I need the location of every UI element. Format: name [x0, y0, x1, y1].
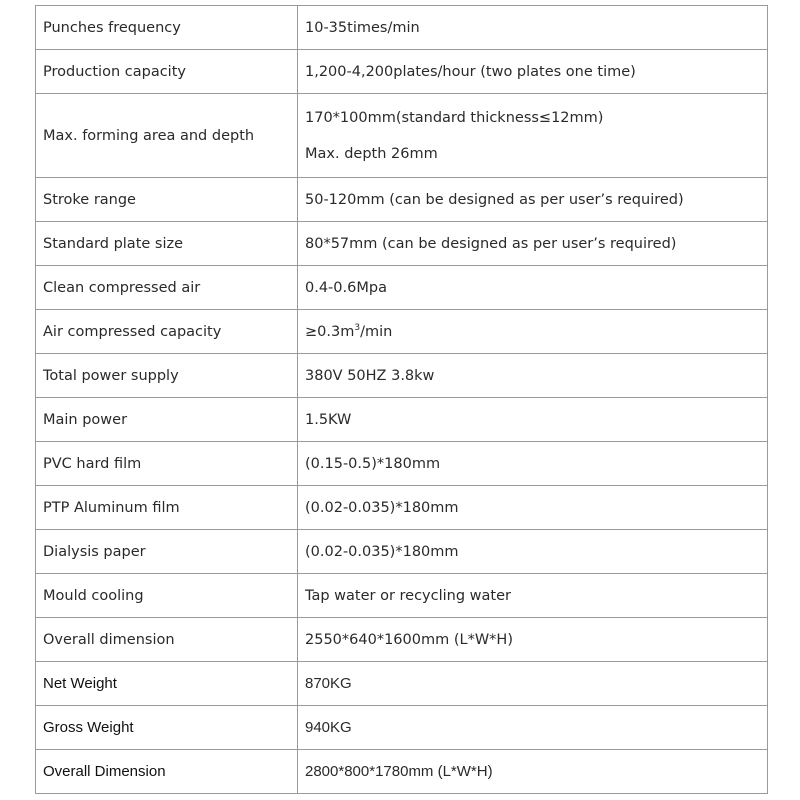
- table-row: [36, 662, 768, 706]
- row-value: (0.15-0.5)*180mm: [298, 442, 768, 486]
- table-row: [36, 442, 768, 486]
- row-label: PVC hard film: [36, 442, 298, 486]
- row-label: Dialysis paper: [36, 530, 298, 574]
- row-value-line-1: 170*100mm(standard thickness≤12mm): [305, 109, 604, 126]
- spec-table: [35, 5, 768, 794]
- row-label: Mould cooling: [36, 574, 298, 618]
- value-superscript: 3: [354, 323, 361, 334]
- row-label: Clean compressed air: [36, 266, 298, 310]
- row-value: Tap water or recycling water: [298, 574, 768, 618]
- table-row: [36, 574, 768, 618]
- row-label: Standard plate size: [36, 222, 298, 266]
- table-row: [36, 222, 768, 266]
- row-value: 50-120mm (can be designed as per user’s required): [298, 178, 768, 222]
- row-label: Stroke range: [36, 178, 298, 222]
- table-row: [36, 6, 768, 50]
- value-prefix: ≥0.3m: [305, 323, 355, 340]
- table-row: [36, 398, 768, 442]
- row-label: Overall Dimension: [36, 750, 298, 794]
- table-row: [36, 94, 768, 178]
- row-label: Main power: [36, 398, 298, 442]
- row-value: 2550*640*1600mm (L*W*H): [298, 618, 768, 662]
- row-label: Overall dimension: [36, 618, 298, 662]
- row-value: (0.02-0.035)*180mm: [298, 486, 768, 530]
- table-row: [36, 266, 768, 310]
- row-label: PTP Aluminum film: [36, 486, 298, 530]
- row-label: Gross Weight: [36, 706, 298, 750]
- table-row: [36, 706, 768, 750]
- row-label: Net Weight: [36, 662, 298, 706]
- table-row: [36, 618, 768, 662]
- row-value: 870KG: [298, 662, 768, 706]
- table-row: [36, 486, 768, 530]
- table-row: [36, 310, 768, 354]
- row-label: Punches frequency: [36, 6, 298, 50]
- row-value: 1,200-4,200plates/hour (two plates one time): [298, 50, 768, 94]
- row-value: 940KG: [298, 706, 768, 750]
- row-value: 80*57mm (can be designed as per user’s required): [298, 222, 768, 266]
- table-row: [36, 178, 768, 222]
- row-value: 10-35times/min: [298, 6, 768, 50]
- row-value: [298, 94, 768, 178]
- row-label: Max. forming area and depth: [36, 94, 298, 178]
- row-value: 1.5KW: [298, 398, 768, 442]
- row-label: Production capacity: [36, 50, 298, 94]
- row-value: 2800*800*1780mm (L*W*H): [298, 750, 768, 794]
- row-value-line-2: Max. depth 26mm: [305, 145, 438, 162]
- row-label: Total power supply: [36, 354, 298, 398]
- row-value: 380V 50HZ 3.8kw: [298, 354, 768, 398]
- value-suffix: /min: [360, 323, 393, 340]
- table-row: [36, 50, 768, 94]
- table-row: [36, 354, 768, 398]
- row-value: 0.4-0.6Mpa: [298, 266, 768, 310]
- table-row: [36, 530, 768, 574]
- row-value: (0.02-0.035)*180mm: [298, 530, 768, 574]
- table-row: [36, 750, 768, 794]
- row-value: [298, 310, 768, 354]
- row-label: Air compressed capacity: [36, 310, 298, 354]
